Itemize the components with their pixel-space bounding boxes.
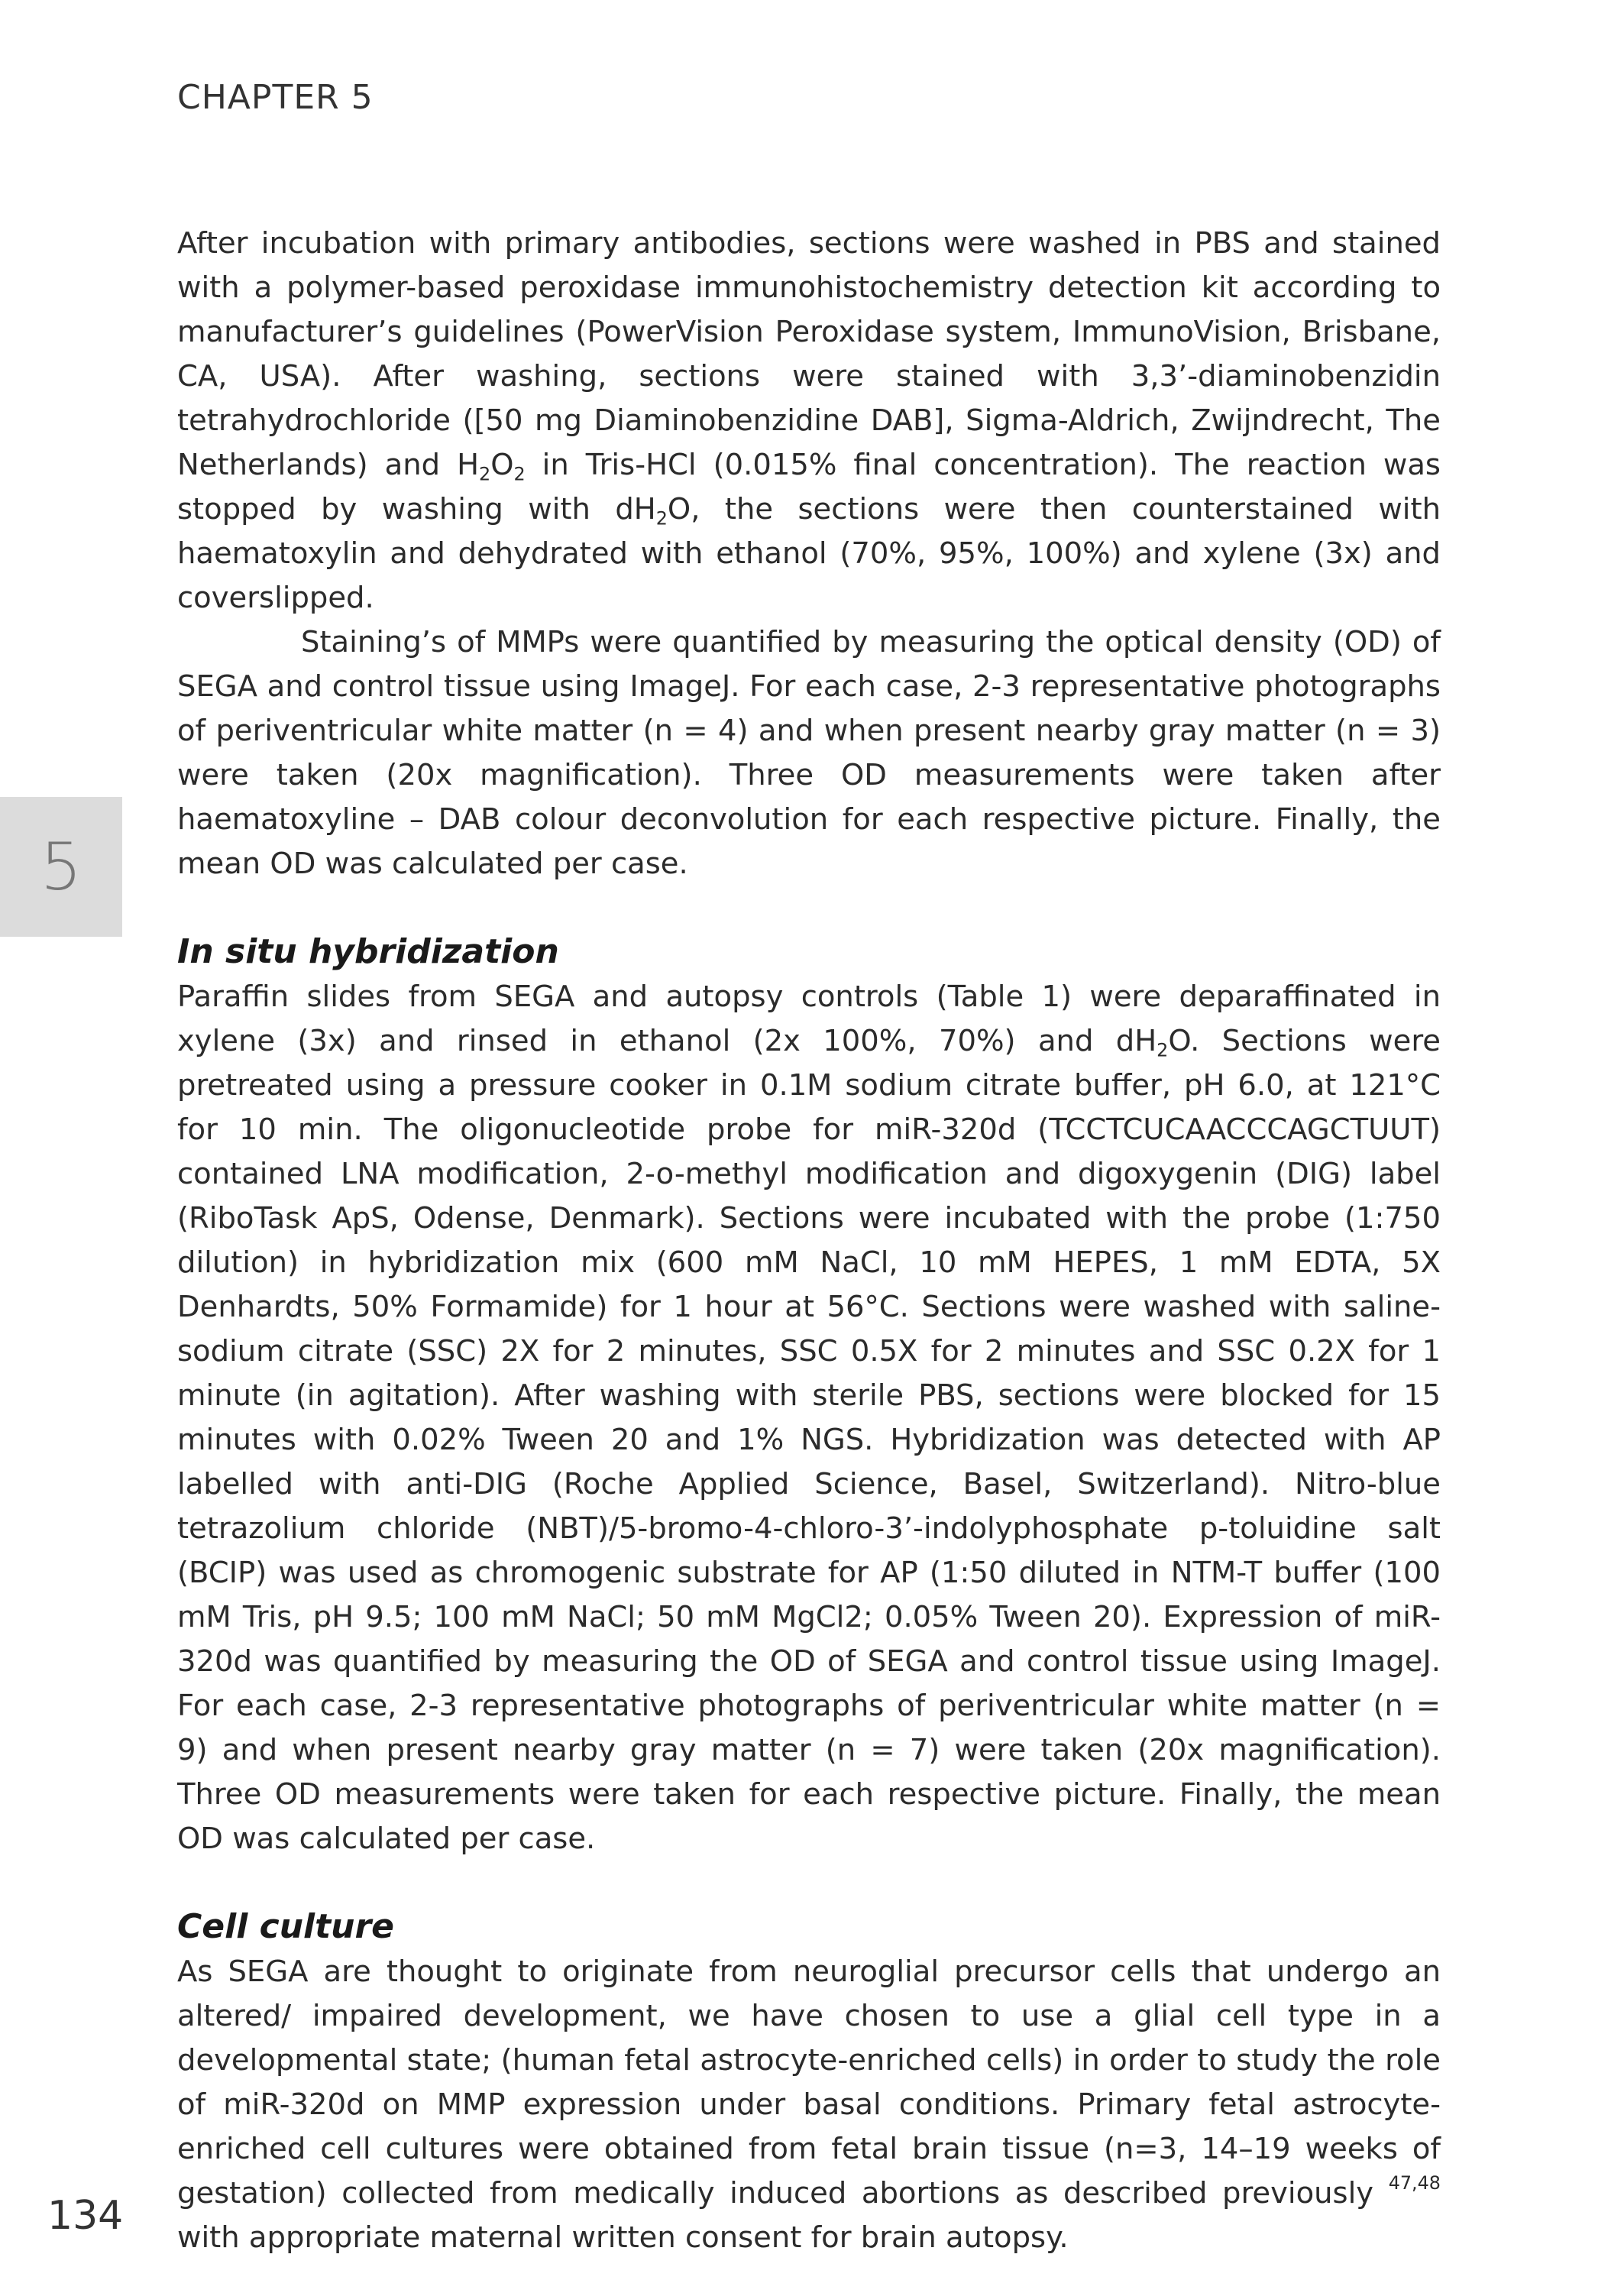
heading-cell-culture: Cell culture: [177, 1907, 395, 1946]
subscript: 2: [479, 463, 491, 485]
text-run: O, the sections were then counterstained with haematoxylin and dehydrated with ethanol (70%, 95%, 100%) and xylene (3x) and coverslipped.: [177, 492, 1441, 615]
text-run: Paraffin slides from SEGA and autopsy controls (Table 1) were deparaffinated in xylene (3x) and rinsed in ethanol (2x 100%, 70%) and dH: [177, 980, 1441, 1058]
text-run: with appropriate maternal written consent for brain autopsy.: [177, 2220, 1069, 2255]
subscript: 2: [655, 507, 668, 530]
paragraph-cell-culture: [177, 1950, 1441, 2260]
subscript: 2: [1157, 1039, 1169, 1061]
heading-in-situ-hybridization: In situ hybridization: [177, 932, 559, 971]
page-number: 134: [47, 2193, 124, 2239]
text-run: in Tris-HCl (0.015% final concentration). The reaction was stopped by washing with dH: [177, 448, 1441, 526]
paragraph-immunohistochemistry: [177, 222, 1441, 620]
text-run: O: [490, 448, 514, 482]
subscript: 2: [513, 463, 526, 485]
paragraph-in-situ-hybridization: [177, 975, 1441, 1861]
citation-superscript: 47,48: [1388, 2172, 1441, 2194]
chapter-tab: [0, 797, 122, 937]
text-run: As SEGA are thought to originate from neuroglial precursor cells that undergo an altered/ impaired development, we have chosen to use a glial cell type in a developmental state; (human fetal astrocyte-enriched cells) in order to study the role of miR-320d on MMP expression under basal conditions. Primary fetal astrocyte-enriched cell cultures were obtained from fetal brain tissue (n=3, 14–19 weeks of gestation) collected from medically induced abortions as described previously: [177, 1955, 1441, 2210]
text-run: O. Sections were pretreated using a pressure cooker in 0.1M sodium citrate buffer, pH 6.0, at 121°C for 10 min. The oligonucleotide probe for miR-320d (TCCTCUCAACCCAGCTUUT) contained LNA modification, 2-o-methyl modification and digoxygenin (DIG) label (RiboTask ApS, Odense, Denmark). Sections were incubated with the probe (1:750 dilution) in hybridization mix (600 mM NaCl, 10 mM HEPES, 1 mM EDTA, 5X Denhardts, 50% Formamide) for 1 hour at 56°C. Sections were washed with saline-sodium citrate (SSC) 2X for 2 minutes, SSC 0.5X for 2 minutes and SSC 0.2X for 1 minute (in agitation). After washing with sterile PBS, sections were blocked for 15 minutes with 0.02% Tween 20 and 1% NGS. Hybridization was detected with AP labelled with anti-DIG (Roche Applied Science, Basel, Switzerland). Nitro-blue tetrazolium chloride (NBT)/5-bromo-4-chloro-3’-indolyphosphate p-toluidine salt (BCIP) was used as chromogenic substrate for AP (1:50 diluted in NTM-T buffer (100 mM Tris, pH 9.5; 100 mM NaCl; 50 mM MgCl2; 0.05% Tween 20). Expression of miR-320d was quantified by measuring the OD of SEGA and control tissue using ImageJ. For each case, 2-3 representative photographs of periventricular white matter (n = 9) and when present nearby gray matter (n = 7) were taken (20x magnification). Three OD measurements were taken for each respective picture. Finally, the mean OD was calculated per case.: [177, 1024, 1441, 1856]
paragraph-quantification: Staining’s of MMPs were quantified by measuring the optical density (OD) of SEGA and control tissue using ImageJ. For each case, 2-3 representative photographs of periventricular white matter (n = 4) and when present nearby gray matter (n = 3) were taken (20x magnification). Three OD measurements were taken after haematoxyline – DAB colour deconvolution for each respective picture. Finally, the mean OD was calculated per case.: [177, 625, 1441, 881]
running-head: CHAPTER 5: [177, 78, 374, 117]
body-text: [177, 222, 1441, 2260]
chapter-tab-number: 5: [40, 828, 82, 905]
text-run: After incubation with primary antibodies, sections were washed in PBS and stained with a polymer-based peroxidase immunohistochemistry detection kit according to manufacturer’s guidelines (PowerVision Peroxidase system, ImmunoVision, Brisbane, CA, USA). After washing, sections were stained with 3,3’-diaminobenzidin tetrahydrochloride ([50 mg Diaminobenzidine DAB], Sigma-Aldrich, Zwijndrecht, The Netherlands) and H: [177, 226, 1441, 482]
